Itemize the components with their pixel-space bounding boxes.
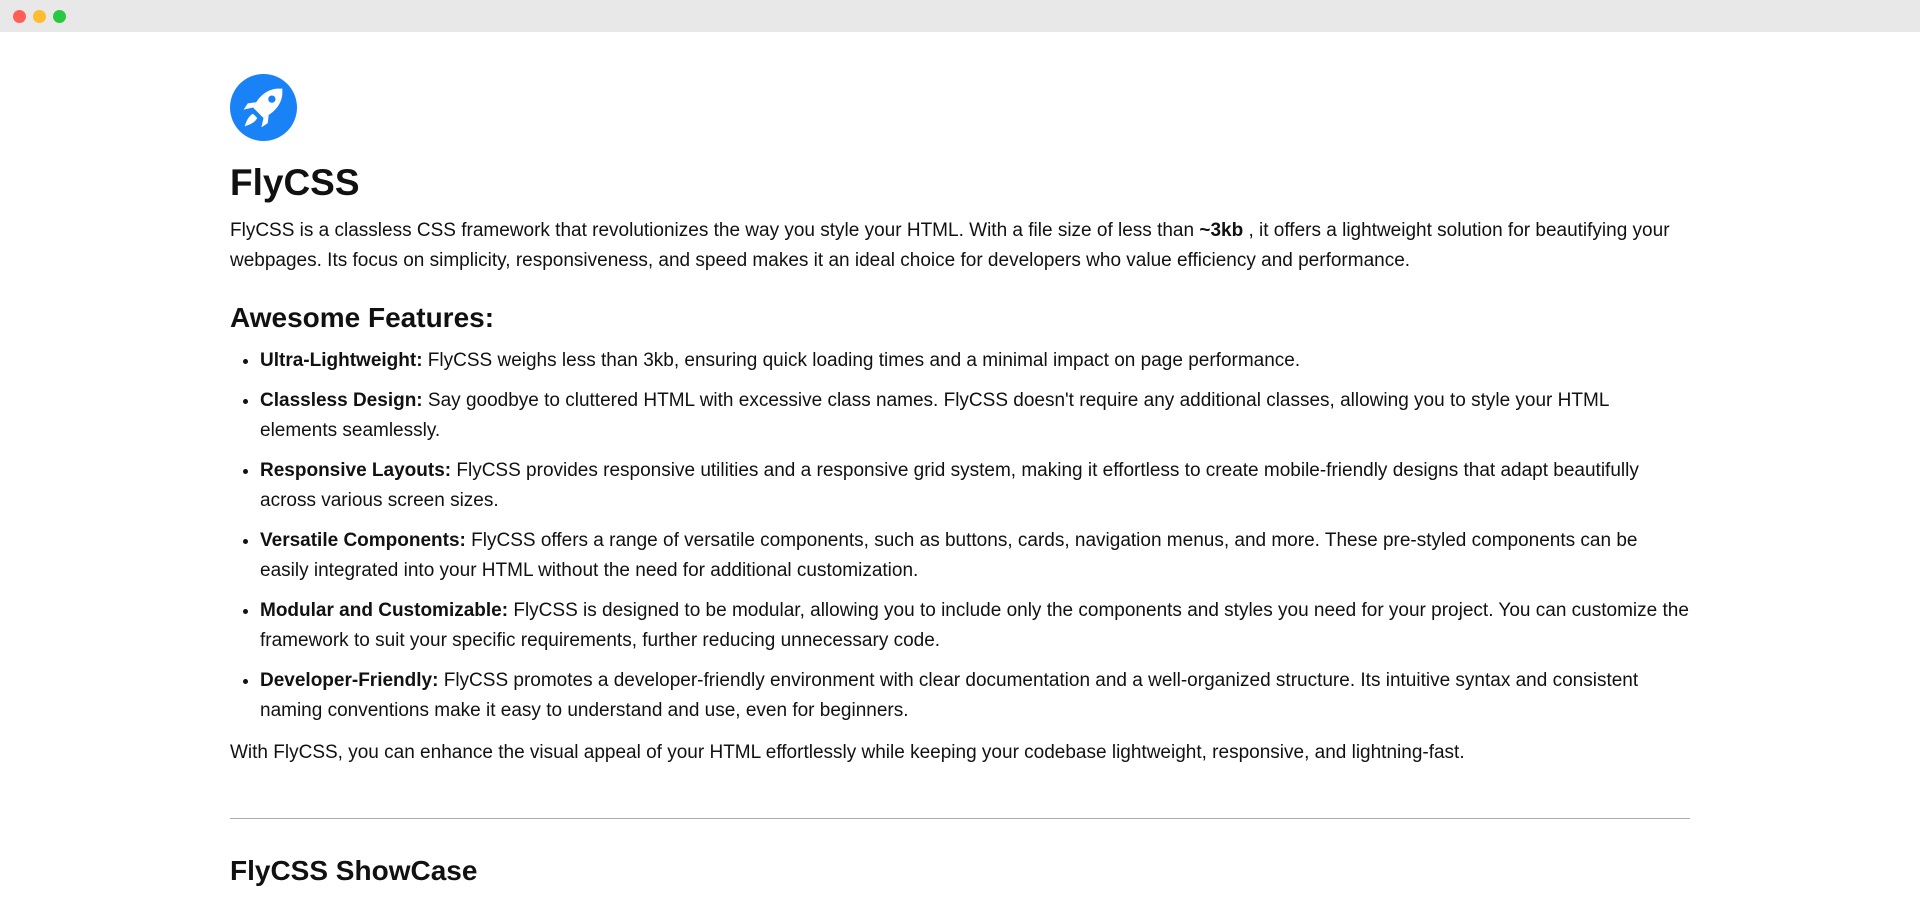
feature-text: FlyCSS offers a range of versatile components, such as buttons, cards, navigation menus, and more. These pre-styled components can be easily integrated into your HTML without the need for additional customization. <box>260 530 1638 581</box>
feature-text: FlyCSS weighs less than 3kb, ensuring quick loading times and a minimal impact on page performance. <box>422 350 1301 371</box>
window-titlebar <box>0 0 1920 32</box>
feature-item <box>260 666 1690 726</box>
feature-text: Say goodbye to cluttered HTML with excessive class names. FlyCSS doesn't require any additional classes, allowing you to style your HTML elements seamlessly. <box>260 390 1609 441</box>
intro-text-end: , it offers a lightweight solution for beautifying your webpages. Its focus on simplicity, responsiveness, and speed makes it an ideal choice for developers who value efficiency and performance. <box>230 220 1670 271</box>
feature-text: FlyCSS is designed to be modular, allowing you to include only the components and styles you need for your project. You can customize the framework to suit your specific requirements, further reducing unnecessary code. <box>260 600 1689 651</box>
feature-title: Classless Design: <box>260 390 423 411</box>
maximize-window-button[interactable] <box>53 10 66 23</box>
feature-title: Responsive Layouts: <box>260 460 452 481</box>
feature-item <box>260 386 1690 446</box>
intro-text-start: FlyCSS is a classless CSS framework that revolutionizes the way you style your HTML. With a file size of less than <box>230 220 1200 241</box>
features-heading: Awesome Features: <box>230 302 495 333</box>
page-title: FlyCSS <box>230 162 360 203</box>
feature-text: FlyCSS provides responsive utilities and a responsive grid system, making it effortless to create mobile-friendly designs that adapt beautifully across various screen sizes. <box>260 460 1639 511</box>
close-window-button[interactable] <box>13 10 26 23</box>
features-list <box>230 346 1690 726</box>
feature-title: Modular and Customizable: <box>260 600 509 621</box>
feature-item <box>260 526 1690 586</box>
minimize-window-button[interactable] <box>33 10 46 23</box>
outro-paragraph: With FlyCSS, you can enhance the visual appeal of your HTML effortlessly while keeping your codebase lightweight, responsive, and lightning-fast. <box>230 742 1465 763</box>
intro-paragraph <box>230 216 1690 276</box>
page-content <box>230 32 1690 889</box>
feature-item <box>260 346 1690 376</box>
feature-title: Developer-Friendly: <box>260 670 439 691</box>
feature-item <box>260 596 1690 656</box>
showcase-heading: FlyCSS ShowCase <box>230 855 478 886</box>
feature-text: FlyCSS promotes a developer-friendly environment with clear documentation and a well-organized structure. Its intuitive syntax and consistent naming conventions make it easy to understand and use, even for beginners. <box>260 670 1639 721</box>
feature-item <box>260 456 1690 516</box>
rocket-icon <box>230 74 297 141</box>
feature-title: Versatile Components: <box>260 530 466 551</box>
section-divider <box>230 818 1690 819</box>
feature-title: Ultra-Lightweight: <box>260 350 423 371</box>
intro-size-highlight: ~3kb <box>1199 220 1244 241</box>
